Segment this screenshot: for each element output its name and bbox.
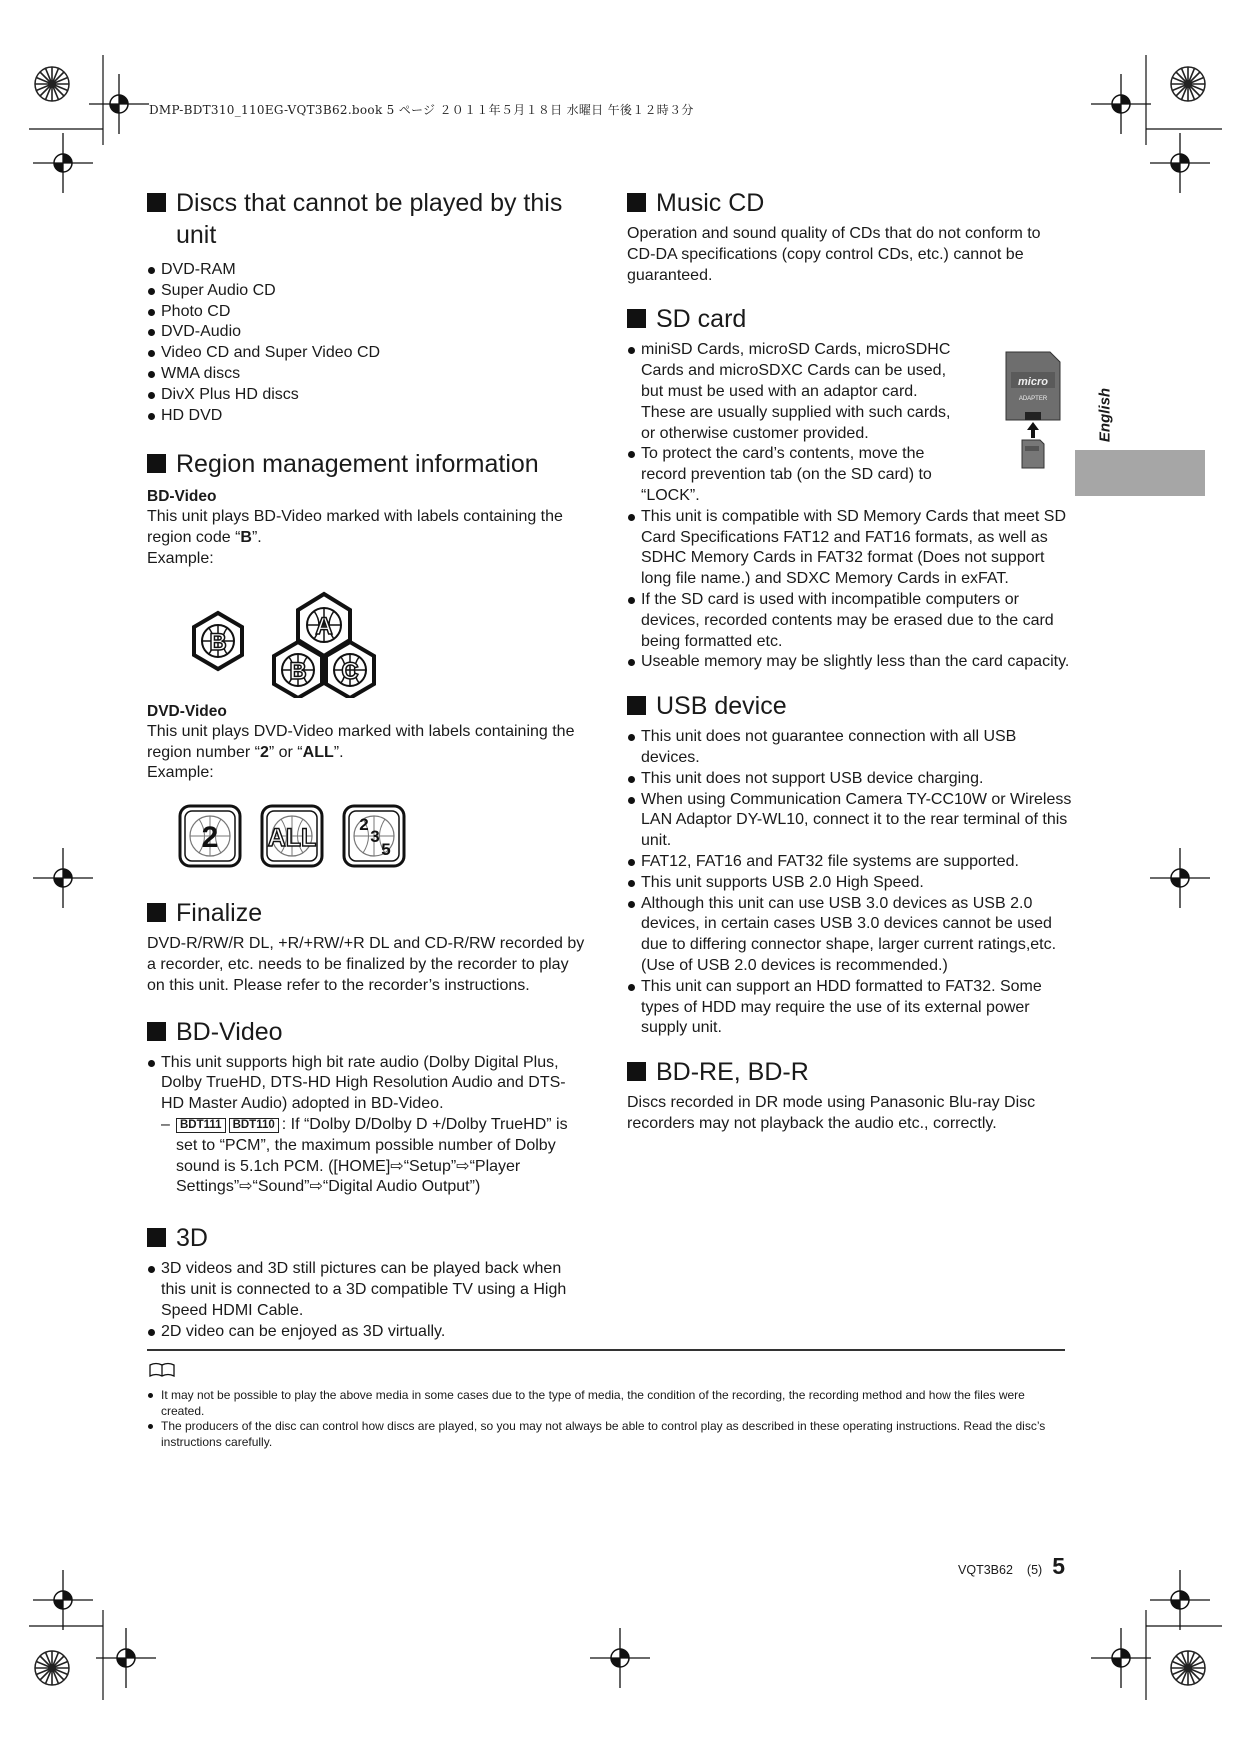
region-abc-logo — [274, 594, 374, 698]
music-cd-text: Operation and sound quality of CDs that do not conform to CD-DA specifications (copy control CDs, etc.) cannot be guaranteed. — [627, 225, 1041, 284]
page-paren: (5) — [1026, 1563, 1043, 1577]
region-b-logo — [194, 613, 242, 669]
list-item: DVD-RAM — [147, 260, 587, 281]
bd-example-label: Example: — [147, 549, 214, 567]
bd-re-heading: BD-RE, BD-R — [627, 1056, 1072, 1088]
model-note: – BDT111 BDT110 : If “Dolby D/Dolby D +/Dolby TrueHD” is set to “PCM”, the maximum possible number of Dolby sound is 5.1ch PCM. ([HOME]⇨“Setup”⇨“Player Settings”⇨“Sound”⇨“Digital Audio Output”) — [161, 1115, 568, 1196]
print-header: DMP-BDT310_110EG-VQT3B62.book 5 ページ ２０１１年５月１８日 水曜日 午後１２時３分 — [149, 103, 694, 117]
square-bullet-icon — [147, 903, 166, 922]
list-item: This unit supports high bit rate audio (Dolby Digital Plus, Dolby TrueHD, DTS-HD High Resolution Audio and DTS-HD Master Audio) adopted in BD-Video. — [147, 1053, 587, 1115]
note-item: It may not be possible to play the above media in some cases due to the type of media, the condition of the recording, the recording method and how the files were created. — [147, 1388, 1067, 1419]
square-bullet-icon — [627, 696, 646, 715]
dvd-region-2-logo — [180, 806, 240, 866]
svg-text:5: 5 — [381, 840, 391, 860]
square-bullet-icon — [627, 309, 646, 328]
list-item: This unit supports USB 2.0 High Speed. — [627, 873, 1072, 894]
svg-text:2: 2 — [359, 815, 369, 835]
list-item: To protect the card’s contents, move the record prevention tab (on the SD card) to “LOCK”. — [627, 444, 1072, 506]
right-column — [627, 187, 1072, 1135]
region-code: B — [289, 657, 307, 685]
dvd-region-multi-logo — [344, 806, 404, 866]
list-item: If the SD card is used with incompatible computers or devices, recorded contents may be erased due to the card being formatted etc. — [627, 590, 1072, 652]
list-item: This unit is compatible with SD Memory Cards that meet SD Card Specifications FAT12 and FAT16 formats, as well as SDHC Memory Cards in FAT32 format (Does not support long file name.) and SDXC Memory Cards in exFAT. — [627, 507, 1072, 590]
model-tag: BDT111 — [176, 1118, 226, 1133]
dvd-video-label: DVD-Video — [147, 702, 227, 720]
finalize-text: DVD-R/RW/R DL, +R/+RW/+R DL and CD-R/RW recorded by a recorder, etc. needs to be finalized by the recorder to play on this unit. Please refer to the recorder’s instructions. — [147, 935, 585, 994]
list-item: DVD-Audio — [147, 322, 587, 343]
square-bullet-icon — [147, 1228, 166, 1247]
square-bullet-icon — [147, 193, 166, 212]
three-d-heading: 3D — [147, 1222, 587, 1254]
list-item: WMA discs — [147, 364, 587, 385]
list-item: Photo CD — [147, 302, 587, 323]
language-label: English — [1096, 387, 1114, 443]
bd-video-list — [147, 1053, 587, 1115]
sd-card-block — [627, 340, 1072, 673]
left-column — [147, 187, 587, 1342]
svg-text:ALL: ALL — [267, 824, 317, 853]
music-cd-heading: Music CD — [627, 187, 1072, 219]
micro-logo: micro — [1018, 376, 1048, 389]
bd-video-heading: BD-Video — [147, 1016, 587, 1048]
dvd-example-label: Example: — [147, 764, 214, 782]
three-d-list — [147, 1259, 587, 1342]
square-bullet-icon — [627, 193, 646, 212]
dvd-region-all-logo — [262, 806, 322, 866]
list-item: This unit does not guarantee connection with all USB devices. — [627, 727, 1072, 769]
square-bullet-icon — [147, 1022, 166, 1041]
region-code: A — [315, 612, 333, 640]
usb-list — [627, 727, 1072, 1039]
bd-region-logos — [147, 588, 587, 698]
bd-video-label: BD-Video — [147, 488, 217, 506]
svg-text:2: 2 — [201, 821, 219, 855]
list-item: Video CD and Super Video CD — [147, 343, 587, 364]
dvd-region-logos — [147, 798, 587, 878]
page-footer — [900, 1553, 1065, 1580]
adapter-label: ADAPTER — [1018, 396, 1048, 403]
region-heading: Region management information — [147, 448, 587, 480]
model-tag: BDT110 — [229, 1118, 279, 1133]
language-tab-bar — [1075, 450, 1205, 496]
usb-heading: USB device — [627, 690, 1072, 722]
notes — [147, 1388, 1067, 1450]
dvd-region-text: This unit plays DVD-Video marked with labels containing the region number “2” or “ALL”. — [147, 722, 575, 761]
region-code: B — [209, 628, 227, 656]
notes-divider — [147, 1349, 1065, 1351]
note-item: The producers of the disc can control how discs are played, so you may not always be able to control play as described in these operating instructions. Read the disc’s instructions carefully. — [147, 1419, 1067, 1450]
square-bullet-icon — [627, 1062, 646, 1081]
discs-cannot-list — [147, 260, 587, 426]
list-item: Although this unit can use USB 3.0 devices as USB 2.0 devices, in certain cases USB 3.0 devices cannot be used due to differing connector shape, larger current ratings,etc. (Use of USB 2.0 devices is recommended.) — [627, 894, 1072, 977]
list-item: This unit can support an HDD formatted to FAT32. Some types of HDD may require the use of its external power supply unit. — [627, 977, 1072, 1039]
sd-card-list — [627, 340, 1072, 673]
list-item: This unit does not support USB device charging. — [627, 769, 1072, 790]
bd-region-text: This unit plays BD-Video marked with labels containing the region code “B”. — [147, 508, 563, 547]
book-icon — [148, 1362, 176, 1378]
list-item: When using Communication Camera TY-CC10W or Wireless LAN Adaptor DY-WL10, connect it to the rear terminal of this unit. — [627, 790, 1072, 852]
list-item: Useable memory may be slightly less than the card capacity. — [627, 652, 1072, 673]
svg-text:3: 3 — [370, 827, 380, 847]
finalize-heading: Finalize — [147, 897, 587, 929]
discs-cannot-heading: Discs that cannot be played by this unit — [147, 187, 587, 251]
region-code: C — [341, 657, 359, 685]
square-bullet-icon — [147, 454, 166, 473]
list-item: Super Audio CD — [147, 281, 587, 302]
list-item: FAT12, FAT16 and FAT32 file systems are supported. — [627, 852, 1072, 873]
bd-re-text: Discs recorded in DR mode using Panasonic Blu-ray Disc recorders may not playback the audio etc., correctly. — [627, 1094, 1036, 1132]
list-item: miniSD Cards, microSD Cards, microSDHC Cards and microSDXC Cards can be used, but must be used with an adaptor card. These are usually supplied with such cards, or otherwise customer provided. — [627, 340, 1072, 444]
list-item: DivX Plus HD discs — [147, 385, 587, 406]
list-item: 2D video can be enjoyed as 3D virtually. — [147, 1322, 587, 1343]
page-number: 5 — [1052, 1553, 1065, 1579]
list-item: HD DVD — [147, 406, 587, 427]
doc-code: VQT3B62 — [958, 1563, 1013, 1577]
list-item: 3D videos and 3D still pictures can be played back when this unit is connected to a 3D compatible TV using a High Speed HDMI Cable. — [147, 1259, 587, 1321]
sd-card-heading: SD card — [627, 303, 1072, 335]
